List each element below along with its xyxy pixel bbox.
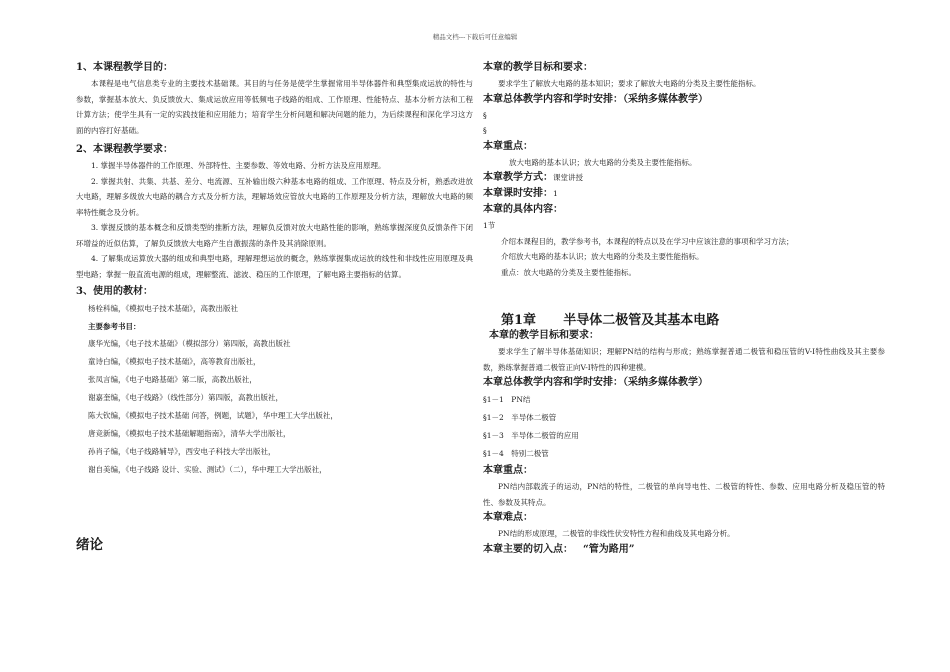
hours-item: § (483, 126, 487, 135)
reference-item: 谢嘉奎编，《电子线路》（线性部分）第四版，高教出版社， (88, 393, 283, 402)
teaching-method-value: 课堂讲授 (553, 173, 583, 182)
ch1-section: §1－1 PN结 (483, 395, 531, 404)
content-section: 1节 (483, 221, 496, 230)
ch1-section: §1－2 半导体二极管 (483, 413, 557, 422)
ch1-goals-text: 要求学生了解半导体基础知识；理解PN结的结构与形成；熟练掌握普通二极管和稳压管的V-I特性曲线及其主要参数，熟练掌握普通二极管正向V-I特性的四种建模。 (483, 347, 885, 372)
page-header: 精品文档---下载后可任意编辑 (432, 33, 518, 41)
reference-item: 孙肖子编，《电子线路辅导》，西安电子科技大学出版社， (88, 447, 276, 456)
requirement-1: 1. 掌握半导体器件的工作原理、外部特性、主要参数、等效电路、分析方法及应用原理。 (91, 161, 386, 170)
intro-heading: 绪论 (76, 537, 103, 553)
key-points-text: 放大电路的基本认识；放大电路的分类及主要性能指标。 (509, 157, 697, 167)
content-item: 介绍放大电路的基本认识；放大电路的分类及主要性能指标。 (501, 252, 704, 261)
textbook: 杨栓科编，《模拟电子技术基础》，高教出版社 (88, 304, 238, 313)
teaching-method (483, 170, 885, 186)
chapter-1-number: 第1章 (501, 313, 537, 328)
content-item: 介绍本课程目的，教学参考书，本课程的特点以及在学习中应该注意的事项和学习方法； (501, 236, 794, 246)
ch1-entry-point (483, 542, 885, 558)
reference-item: 张凤言编，《电子电路基础》第二版，高教出版社， (88, 375, 257, 384)
class-hours-label: 本章课时安排： (483, 188, 553, 199)
goals-text: 要求学生了解放大电路的基本知识；要求了解放大电路的分类及主要性能指标。 (498, 79, 761, 88)
ch1-section: §1－4 特别二极管 (483, 449, 549, 458)
ch1-entry-label: 本章主要的切入点： (483, 543, 573, 555)
requirement-3: 3. 掌握反馈的基本概念和反馈类型的推断方法，理解负反馈对放大电路性能的影响，熟练掌握深度负反馈条件下闭环增益的近似估算，了解负反馈放大电路产生自激振荡的条件及其消除原则。 (76, 223, 473, 248)
reference-item: 康华光编，《电子技术基础》（模拟部分）第四版，高教出版社 (88, 339, 291, 348)
ch1-entry-value: “管为路用” (583, 543, 635, 555)
right-column (483, 60, 885, 558)
reference-item: 童诗白编，《模拟电子技术基础》，高等教育出版社， (88, 357, 261, 366)
reference-item: 陈大钦编，《模拟电子技术基础 问答，例题，试题》，华中理工大学出版社， (88, 411, 338, 420)
content-title: 本章的具体内容： (483, 204, 563, 215)
chapter-1-heading (483, 309, 885, 328)
section-2-title: 2、本课程教学要求： (76, 144, 173, 155)
requirement-2: 2. 掌握共射、共集、共基、差分、电流源、互补输出级六种基本电路的组成、工作原理、特点及分析，熟悉改进放大电路，理解多级放大电路的耦合方式及分析方法，理解场效应管放大电路的工作原理及分析方法，理解放大电路的频率特性概念及分析。 (76, 176, 473, 217)
hours-item: § (483, 110, 487, 120)
goals-title: 本章的教学目标和要求： (483, 62, 593, 73)
reference-item: 唐竞新编，《模拟电子技术基础解题指南》，清华大学出版社， (88, 429, 291, 438)
ch1-section: §1－3 半导体二极管的应用 (483, 431, 579, 440)
section-1-title: 1、本课程教学目的： (76, 62, 173, 73)
ch1-goals-title: 本章的教学目标和要求： (489, 330, 599, 341)
class-hours-value: 1 (553, 189, 558, 198)
section-1-text: 本课程是电气信息类专业的主要技术基础课。其目的与任务是使学生掌握常用半导体器件和典型集成运放的特性与参数，掌握基本放大、负反馈放大、集成运放应用等低频电子线路的组成、工作原理、性能特点、基本分析方法和工程计算方法；使学生具有一定的实践技能和应用能力；培育学生分析问题和解决问题的能力，为后续课程和深化学习这方面的内容打好基础。 (76, 79, 473, 135)
references-title: 主要参考书目： (88, 322, 141, 331)
ch1-difficulty-title: 本章难点： (483, 512, 533, 523)
class-hours (483, 186, 885, 202)
ch1-difficulty-text: PN结的形成原理，二极管的非线性伏安特性方程和曲线及其电路分析。 (498, 529, 735, 538)
ch1-hours-title: 本章总体教学内容和学时安排：（采纳多媒体教学） (483, 377, 708, 388)
teaching-method-label: 本章教学方式： (483, 172, 553, 183)
reference-item: 谢自美编，《电子线路 设计、实验、测试》（二），华中理工大学出版社， (88, 465, 327, 474)
content-item: 重点：放大电路的分类及主要性能指标。 (501, 267, 636, 277)
section-3-title: 3、使用的教材： (76, 286, 153, 297)
left-column (76, 60, 473, 553)
hours-title: 本章总体教学内容和学时安排：（采纳多媒体教学） (483, 93, 708, 105)
ch1-key-title: 本章重点： (483, 465, 533, 476)
key-points-title: 本章重点： (483, 140, 533, 152)
requirement-4: 4. 了解集成运算放大器的组成和典型电路，理解理想运放的概念，熟练掌握集成运放的线性和非线性应用原理及典型电路；掌握一般直流电源的组成，理解整流、滤波、稳压的工作原理，了解电路主要指标的估算。 (76, 254, 473, 279)
chapter-1-title: 半导体二极管及其基本电路 (563, 313, 720, 328)
ch1-key-text: PN结内部载流子的运动，PN结的特性，二极管的单向导电性、二极管的特性、参数、应用电路分析及稳压管的特性、参数及其特点。 (483, 482, 885, 507)
